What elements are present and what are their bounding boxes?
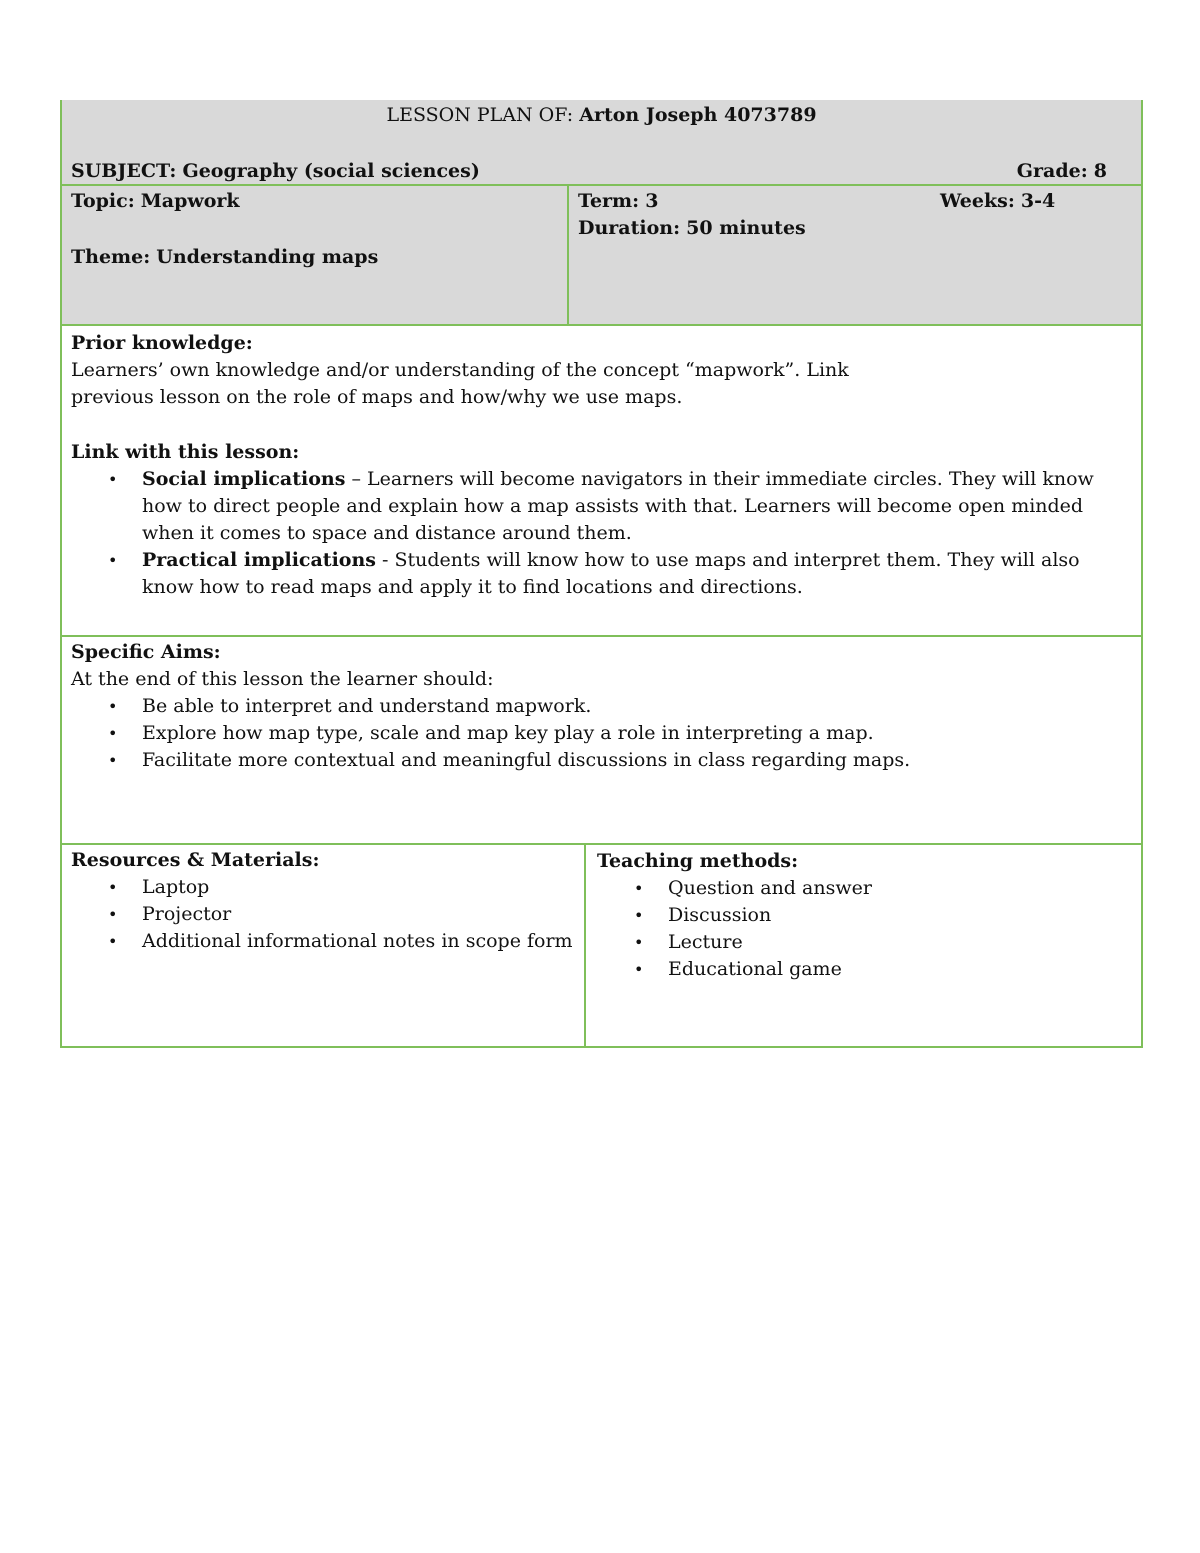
grade-value: 8: [1093, 160, 1107, 182]
topic-cell: [62, 186, 569, 324]
specific-aims-intro: At the end of this lesson the learner should:: [71, 668, 494, 690]
specific-aims-row: [62, 637, 1141, 845]
resources-heading: Resources & Materials:: [71, 849, 320, 871]
subject-value: Geography (social sciences): [182, 160, 480, 182]
list-item: • Projector: [142, 901, 575, 928]
title-value: Arton Joseph 4073789: [579, 104, 817, 126]
subject-label: SUBJECT:: [71, 160, 177, 182]
duration-label: Duration:: [578, 217, 681, 239]
link-lesson-heading: Link with this lesson:: [71, 441, 300, 463]
list-item: • Be able to interpret and understand mapwork.: [142, 693, 1132, 720]
term-value: 3: [645, 190, 659, 212]
specific-aims-heading: Specific Aims:: [71, 641, 221, 663]
weeks: [940, 190, 1055, 212]
info-row: [62, 186, 1141, 326]
grade: [1017, 160, 1107, 182]
prior-knowledge-heading: Prior knowledge:: [71, 332, 253, 354]
implication-text: Students will know how to use maps and interpret them. They will also know how to read maps and apply it to find locations and directions.: [142, 549, 1080, 598]
methods-heading: Teaching methods:: [597, 850, 799, 872]
implications-list: [71, 466, 1132, 601]
title-label: LESSON PLAN OF:: [386, 104, 574, 126]
implication-separator: –: [345, 468, 368, 490]
subject: [71, 160, 480, 182]
aims-list: [71, 693, 1132, 774]
lesson-plan-table: [60, 100, 1143, 1048]
header-row: [62, 100, 1141, 186]
resources-cell: [62, 845, 586, 1046]
list-item: • Facilitate more contextual and meaningful discussions in class regarding maps.: [142, 747, 1132, 774]
topic-label: Topic:: [71, 190, 135, 212]
list-item: [142, 466, 1132, 547]
list-item: • Explore how map type, scale and map key play a role in interpreting a map.: [142, 720, 1132, 747]
term: [578, 190, 658, 212]
implication-label: Practical implications: [142, 549, 376, 571]
list-item: • Additional informational notes in scope form: [142, 928, 575, 955]
lesson-plan-title: [62, 104, 1141, 126]
implication-separator: -: [375, 549, 395, 571]
resources-list: [71, 874, 575, 955]
list-item: • Lecture: [668, 929, 1130, 956]
duration-value: 50 minutes: [686, 217, 806, 239]
methods-list: [597, 875, 1130, 983]
list-item: [142, 547, 1132, 601]
term-cell: [569, 186, 1141, 324]
prior-knowledge-line-2: previous lesson on the role of maps and how/why we use maps.: [71, 386, 683, 408]
list-item: • Discussion: [668, 902, 1130, 929]
term-label: Term:: [578, 190, 640, 212]
duration: [578, 217, 806, 239]
theme-value: Understanding maps: [156, 246, 379, 268]
weeks-value: 3-4: [1020, 190, 1056, 212]
prior-knowledge-line-1: Learners’ own knowledge and/or understanding of the concept “mapwork”. Link: [71, 359, 849, 381]
list-item: • Educational game: [668, 956, 1130, 983]
methods-cell: [586, 845, 1141, 1046]
topic: [71, 190, 240, 212]
resources-methods-row: [62, 845, 1141, 1048]
prior-knowledge-row: [62, 326, 1141, 637]
theme: [71, 246, 378, 268]
list-item: • Laptop: [142, 874, 575, 901]
implication-text: Learners will become navigators in their immediate circles. They will know how to direct people and explain how a map assists with that. Learners will become open minded when it comes to space and distance around them.: [142, 468, 1094, 544]
theme-label: Theme:: [71, 246, 151, 268]
list-item: • Question and answer: [668, 875, 1130, 902]
weeks-label: Weeks:: [940, 190, 1015, 212]
topic-value: Mapwork: [140, 190, 240, 212]
implication-label: Social implications: [142, 468, 346, 490]
grade-label: Grade:: [1016, 160, 1088, 182]
